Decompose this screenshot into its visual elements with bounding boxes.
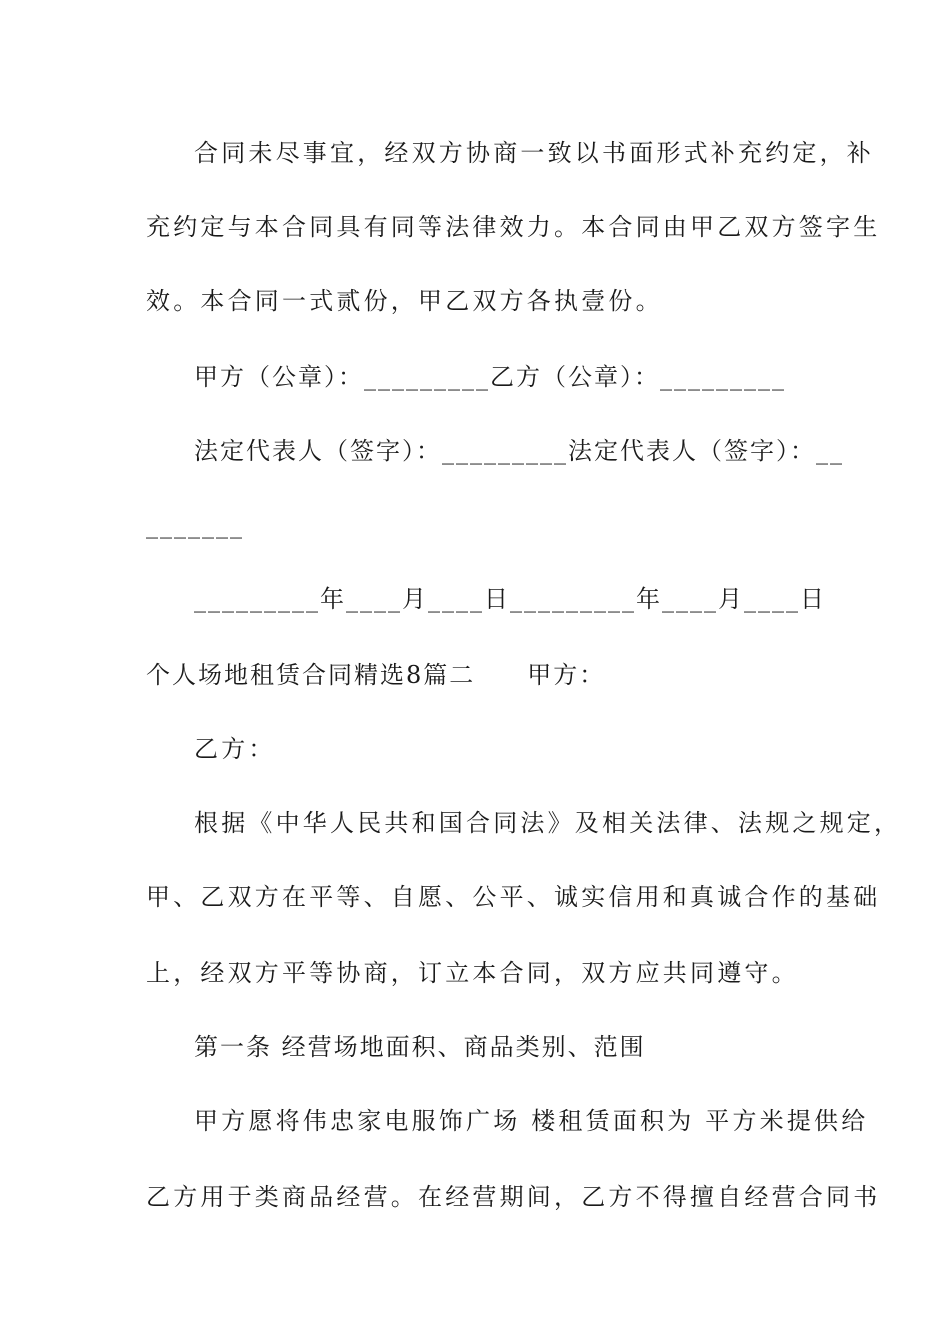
- paragraph-line-7: 甲方愿将伟忠家电服饰广场 楼租赁面积为 平方米提供给: [194, 1107, 869, 1135]
- paragraph-line-8: 乙方用于类商品经营。在经营期间，乙方不得擅自经营合同书: [146, 1183, 881, 1211]
- paragraph-line-4: 根据《中华人民共和国合同法》及相关法律、法规之规定，: [194, 809, 902, 837]
- paragraph-line-6: 上，经双方平等协商，订立本合同，双方应共同遵守。: [146, 959, 799, 987]
- signature-date-line: _________年____月____日_________年____月____日: [194, 585, 826, 613]
- signature-representative-continuation: _______: [146, 511, 244, 539]
- section-heading-line: 个人场地租赁合同精选8篇二 甲方：: [146, 661, 606, 689]
- paragraph-line-1: 合同未尽事宜，经双方协商一致以书面形式补充约定，补: [194, 139, 874, 167]
- party-b-line: 乙方：: [194, 735, 276, 763]
- signature-seal-line: 甲方（公章）：_________乙方（公章）：_________: [194, 363, 786, 391]
- paragraph-line-2: 充约定与本合同具有同等法律效力。本合同由甲乙双方签字生: [146, 213, 881, 241]
- article-one-heading: 第一条 经营场地面积、商品类别、范围: [194, 1033, 646, 1061]
- paragraph-line-3: 效。本合同一式贰份，甲乙双方各执壹份。: [146, 287, 663, 315]
- paragraph-line-5: 甲、乙双方在平等、自愿、公平、诚实信用和真诚合作的基础: [146, 883, 881, 911]
- signature-representative-line: 法定代表人（签字）：_________法定代表人（签字）：__: [194, 437, 844, 465]
